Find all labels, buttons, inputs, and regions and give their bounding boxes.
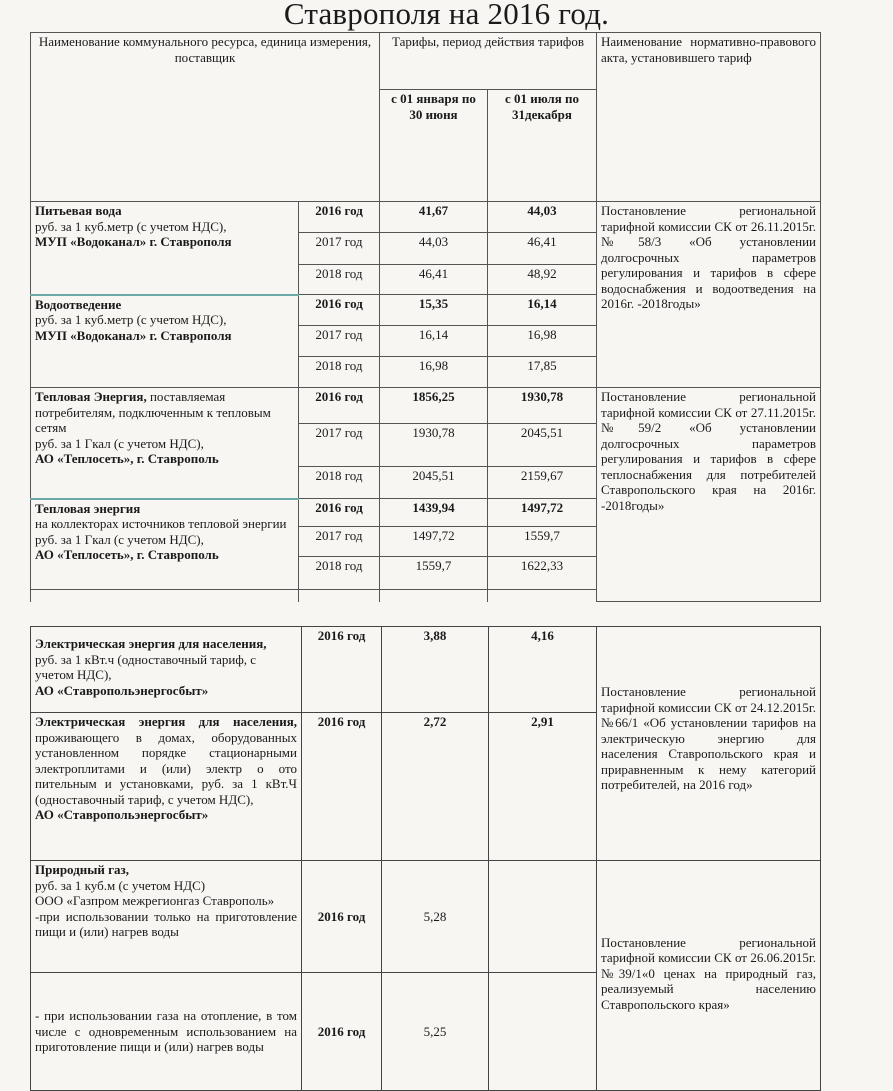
resource-desc: на коллекторах источников тепловой энергии [35,516,287,531]
resource-unit: руб. за 1 куб.м (с учетом НДС) [35,877,206,893]
year-cell: 2016 год [302,713,382,861]
resource-heat-collectors [31,499,299,590]
resource-supplier: ООО «Газпром межрегионгаз Ставрополь» [35,893,275,908]
tariff-value: 16,14 [488,295,597,326]
year-cell: 2017 год [299,233,380,265]
spacer-cell [31,590,299,602]
tariff-value: 1930,78 [488,388,597,424]
spacer-cell [299,590,380,602]
resource-unit: руб. за 1 Гкал (с учетом НДС), [35,435,204,451]
tariff-value: 46,41 [488,233,597,265]
resource-desc: проживающего в домах, оборудованных установленном порядке стационарными электроплитами и (или) электр о ото пительным и установками, руб. за 1 кВт.Ч (одноставочный тариф, с учетом НДС), [35,729,297,807]
tariff-value: 2,72 [382,713,489,861]
tariff-table-lower [30,626,820,1091]
tariff-value: 2045,51 [380,467,488,499]
year-cell: 2016 год [302,627,382,713]
year-cell: 2017 год [299,326,380,357]
tariff-table-upper [30,32,820,602]
resource-water [31,202,299,295]
tariff-value: 1559,7 [488,527,597,557]
resource-supplier: АО «Теплосеть», г. Ставрополь [35,547,219,562]
tariff-value: 16,14 [380,326,488,357]
tariff-value: 2045,51 [488,424,597,467]
year-cell: 2018 год [299,357,380,388]
resource-unit: руб. за 1 кВт.ч (одноставочный тариф, с учетом НДС), [35,651,257,682]
tariff-value: 1439,94 [380,499,488,527]
tariff-value: 1622,33 [488,557,597,590]
year-cell: 2016 год [299,295,380,326]
tariff-value: 48,92 [488,265,597,295]
year-cell: 2016 год [299,499,380,527]
resource-name: Тепловая Энергия, [35,389,147,404]
act-electricity [597,627,821,861]
resource-supplier: АО «Ставропольэнергосбыт» [35,807,209,822]
tariff-value: 5,28 [382,861,489,973]
tariff-value: 17,85 [488,357,597,388]
tariff-value: 3,88 [382,627,489,713]
page-title: Ставрополя на 2016 год. [283,0,610,31]
resource-name: Природный газ, [35,862,130,877]
tariff-value: 1856,25 [380,388,488,424]
resource-name: Водоотведение [35,296,122,312]
year-cell: 2016 год [302,973,382,1091]
resource-name: Электрическая энергия для населения, [35,714,297,729]
tariff-value: 44,03 [380,233,488,265]
resource-heat [31,388,299,499]
year-cell: 2016 год [299,388,380,424]
year-cell: 2017 год [299,527,380,557]
resource-name: Электрическая энергия для населения, [35,636,267,651]
tariff-value: 1559,7 [380,557,488,590]
tariff-value: 16,98 [488,326,597,357]
gas-use: -при использовании только на приготовление пищи и (или) нагрев воды [35,908,297,939]
resource-unit: руб. за 1 Гкал (с учетом НДС), [35,531,204,547]
tariff-value: 46,41 [380,265,488,295]
resource-supplier: АО «Теплосеть», г. Ставрополь [35,451,219,466]
tariff-value: 4,16 [489,627,597,713]
resource-supplier: МУП «Водоканал» г. Ставрополя [35,327,232,343]
header-act: Наименование нормативно-правового акта, установившего тариф [597,33,821,202]
act-gas [597,861,821,1091]
act-heat: Постановление региональной тарифной комиссии СК от 27.11.2015г. №59/2 «Об установлении долгосрочных параметров регулирования и тарифов в сфере теплоснабжения для потребителей Ставропольского края на 2016г. -2018годы» [597,388,821,602]
tariff-value: 15,35 [380,295,488,326]
act-gas-text: Постановление региональной тарифной комиссии СК от 26.06.2015г. №39/1«0 ценах на природный газ, реализуемый населению Ставропольского края» [601,934,816,1012]
header-period-2: с 01 июля по 31декабря [488,90,597,202]
header-resource: Наименование коммунального ресурса, единица измерения, поставщик [31,33,380,202]
tariff-value-empty [489,973,597,1091]
resource-unit: руб. за 1 куб.метр (с учетом НДС), [35,218,227,234]
resource-electricity [31,627,302,713]
year-cell: 2018 год [299,557,380,590]
year-cell: 2017 год [299,424,380,467]
tariff-value-empty [489,861,597,973]
header-tariffs: Тарифы, период действия тарифов [380,33,597,90]
resource-supplier: МУП «Водоканал» г. Ставрополя [35,234,232,249]
resource-desc: поставляемая потребителям, подключенным к тепловым сетям [35,389,271,435]
tariff-value: 2,91 [489,713,597,861]
resource-sewerage [31,295,299,388]
resource-gas [31,861,302,973]
tariff-value: 5,25 [382,973,489,1091]
resource-unit: руб. за 1 куб.метр (с учетом НДС), [35,312,227,327]
spacer-cell [380,590,488,602]
gas-use: - при использовании газа на отопление, в том числе с одновременным использованием на приготовление пищи и (или) нагрев воды [35,1008,297,1055]
year-cell: 2016 год [299,202,380,233]
header-period-1: с 01 января по 30 июня [380,90,488,202]
tariff-value: 1497,72 [488,499,597,527]
tariff-value: 16,98 [380,357,488,388]
tariff-value: 44,03 [488,202,597,233]
resource-electricity-stoves [31,713,302,861]
spacer-cell [488,590,597,602]
tariff-value: 1497,72 [380,527,488,557]
act-electricity-text: Постановление региональной тарифной комиссии СК от 24.12.2015г. №66/1 «Об установлении тарифов на электрическую энергию для населения Ставропольского края и приравненным к нему категорий потребителей, на 2016 год» [601,684,816,793]
act-water: Постановление региональной тарифной комиссии СК от 26.11.2015г. №58/3 «Об установлении долгосрочных параметров регулирования и тарифов в сфере водоснабжения и водоотведения на 2016г. -2018годы» [597,202,821,388]
year-cell: 2018 год [299,265,380,295]
resource-name: Тепловая энергия [35,500,141,516]
year-cell: 2018 год [299,467,380,499]
tariff-value: 1930,78 [380,424,488,467]
resource-name: Питьевая вода [35,203,122,218]
tariff-value: 41,67 [380,202,488,233]
resource-gas-heating [31,973,302,1091]
year-cell: 2016 год [302,861,382,973]
tariff-value: 2159,67 [488,467,597,499]
resource-supplier: АО «Ставропольэнергосбыт» [35,682,209,698]
